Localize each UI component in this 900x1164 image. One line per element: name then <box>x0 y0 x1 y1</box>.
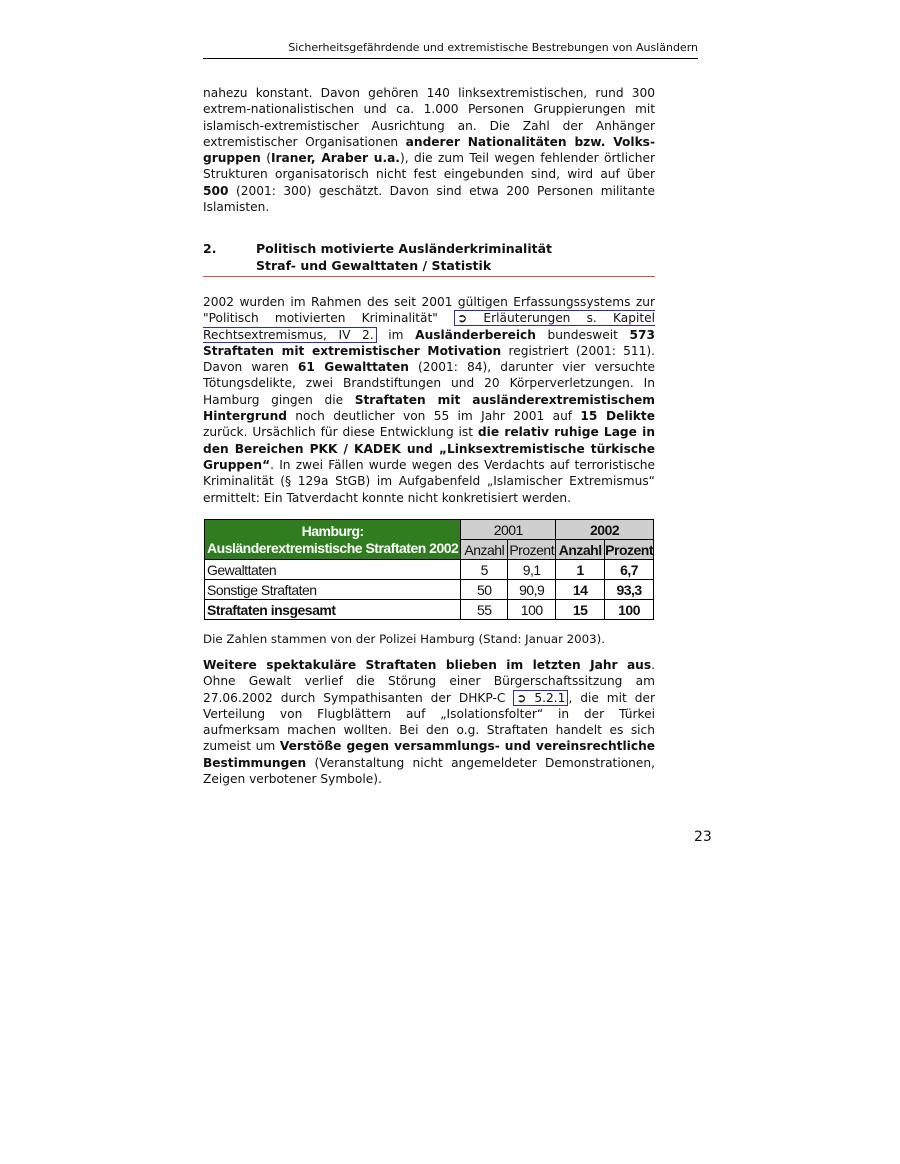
text-run: nahezu konstant. Davon gehören 140 linksextremistischen, rund 300 extrem-nationalistischen und ca. 1.000 Personen Gruppierungen mit islamisch-extremistischer Ausrichtung an. Die Zahl der Anhänger extremistischer Organisationen <box>203 86 655 149</box>
row-label: Gewalttaten <box>205 560 461 580</box>
bold-run: Straftaten mit ausländerextremistischem Hintergrund <box>203 392 655 424</box>
column-header-percent: Prozent <box>509 541 555 558</box>
table-title-cell <box>205 520 461 560</box>
bold-run: Weitere spektakuläre Straftaten blieben im letzten Jahr aus <box>203 658 652 672</box>
bold-run: die relativ ruhige Lage in den Bereichen PKK / KADEK und „Linksextremistische türkische Gruppen“ <box>203 425 655 472</box>
section-title: Politisch motivierte Ausländerkriminalität <box>256 241 553 256</box>
text-run: 2002 wurden im Rahmen des seit 2001 gültigen Erfassungssystems zur "Politisch motivierten Kriminalität" <box>203 295 655 326</box>
cell: 90,9 <box>508 580 556 600</box>
text-run: registriert (2001: 511). Davon waren <box>203 343 655 375</box>
cell: 15 <box>556 600 605 620</box>
cell: 55 <box>461 600 508 620</box>
bold-run: anderer Nationalitäten bzw. Volksgruppen <box>203 134 655 166</box>
section-number: 2. <box>203 241 217 256</box>
text-run: . Ohne Gewalt verlief die Störung einer Bürgerschaftssitzung am 27.06.2002 durch Sympathisanten der DHKP-C <box>203 658 655 705</box>
table-row <box>205 560 654 580</box>
row-label: Straftaten insgesamt <box>205 600 461 620</box>
page-number: 23 <box>694 829 712 845</box>
cell: 93,3 <box>605 580 654 600</box>
crime-statistics-table <box>204 519 654 620</box>
text-run: (2001: 300) geschätzt. Davon sind etwa 200 Personen militante Islamisten. <box>203 183 655 215</box>
text-run: ( <box>260 151 271 166</box>
cross-reference-link[interactable]: ➲ 5.2.1 <box>513 690 568 706</box>
cell: 100 <box>605 600 654 620</box>
year-header-2002: 2002 <box>556 520 654 540</box>
text-run: . In zwei Fällen wurde wegen des Verdachts auf terroristische Kriminalität (§ 129a StGB) im Aufgabenfeld „Islamischer Extremismus“ ermittelt: Ein Tatverdacht konnte nicht konkretisiert werden. <box>203 457 655 505</box>
paragraph-crime-statistics <box>203 294 655 506</box>
cell: 9,1 <box>508 560 556 580</box>
cell: 14 <box>556 580 605 600</box>
bold-run: Iraner, Araber u.a. <box>270 151 400 166</box>
bold-run: Verstöße gegen versammlungs- und vereinsrechtliche Bestimmungen <box>203 739 656 770</box>
column-header-count: Anzahl <box>461 540 508 560</box>
text-run: , die mit der Verteilung von Flugblättern auf „Isolationsfolter“ in der Türkei aufmerksam machen wollten. Bei den o.g. Straftaten handelt es sich zumeist um <box>203 690 655 754</box>
cell: 5 <box>461 560 508 580</box>
text-run: bundesweit <box>535 327 630 342</box>
text-run: ), die zum Teil wegen fehlender örtlicher Strukturen organisatorisch nicht fest eingebunden sind, wird auf über <box>203 151 656 182</box>
paragraph-extremist-groups <box>203 85 655 215</box>
table-row <box>205 580 654 600</box>
table-source-note: Die Zahlen stammen von der Polizei Hamburg (Stand: Januar 2003). <box>203 632 606 646</box>
cell: 50 <box>461 580 508 600</box>
column-header-percent: Prozent <box>605 541 653 558</box>
bold-run: 15 Delikte <box>580 409 655 424</box>
year-header-2001: 2001 <box>461 520 556 540</box>
text-run: zurück. Ursächlich für diese Entwicklung ist <box>203 425 478 440</box>
table-title-line: Hamburg: <box>301 522 364 539</box>
column-header-count: Anzahl <box>556 540 605 560</box>
bold-run: 500 <box>203 183 229 198</box>
text-run: im <box>376 327 416 342</box>
bold-run: Ausländerbereich <box>415 327 536 342</box>
text-run: noch deutlicher von 55 im Jahr 2001 auf <box>286 409 581 424</box>
section-heading <box>203 240 655 277</box>
table-title-line: Ausländerextremistische Straftaten 2002 <box>207 539 459 556</box>
paragraph-further-offences <box>203 657 655 787</box>
bold-run: 61 Gewalttaten <box>297 360 409 375</box>
running-header: Sicherheitsgefährdende und extremistische Bestrebungen von Ausländern <box>203 40 698 59</box>
row-label: Sonstige Straftaten <box>205 580 461 600</box>
section-subtitle: Straf- und Gewalttaten / Statistik <box>256 258 492 273</box>
cell: 6,7 <box>605 560 654 580</box>
cell: 1 <box>556 560 605 580</box>
cell: 100 <box>508 600 556 620</box>
text-run: (Veranstaltung nicht angemeldeter Demonstrationen, Zeigen verbotener Symbole). <box>203 755 655 787</box>
table-row-total <box>205 600 654 620</box>
bold-run: 573 Straftaten mit extremistischer Motivation <box>203 327 655 358</box>
text-run: (2001: 84), darunter vier versuchte Tötungsdelikte, zwei Brandstiftungen und 20 Körperverletzungen. In Hamburg gingen die <box>203 360 655 407</box>
cross-reference-link[interactable]: ➲ Erläuterungen s. Kapitel Rechtsextremismus, IV 2. <box>203 311 656 342</box>
